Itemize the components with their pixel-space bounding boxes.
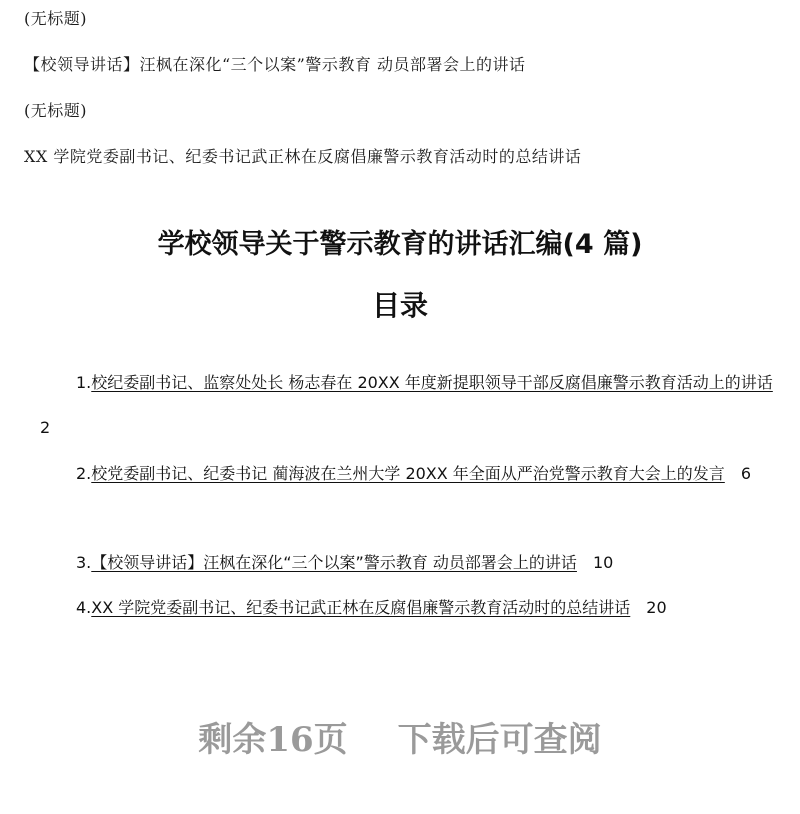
toc-entry-link[interactable]: 校党委副书记、纪委书记 蔺海波在兰州大学 20XX 年全面从严治党警示教育大会上的发言 — [91, 464, 725, 483]
toc-entry-number: 2. — [76, 464, 92, 483]
toc-entry-link[interactable]: 校纪委副书记、监察处处长 杨志春在 20XX 年度新提职领导干部反腐倡廉警示教育活动上的讲话 — [91, 373, 773, 392]
toc-entry-2 — [24, 451, 778, 496]
toc-entry-4 — [24, 585, 778, 630]
toc-entry-link[interactable]: 【校领导讲话】汪枫在深化“三个以案”警示教育 动员部署会上的讲话 — [91, 553, 577, 572]
toc-entry-page: 20 — [646, 598, 667, 617]
remaining-pages-banner — [0, 712, 800, 761]
remaining-pages-text: 剩余16页 — [198, 720, 348, 760]
toc-entry-3 — [24, 540, 778, 585]
toc-entry-1 — [24, 360, 778, 450]
header-line-3: (无标题) — [24, 101, 87, 120]
header-line-4: XX 学院党委副书记、纪委书记武正林在反腐倡廉警示教育活动时的总结讲话 — [24, 147, 582, 166]
download-hint-text: 下载后可查阅 — [397, 720, 602, 760]
toc-entry-link[interactable]: XX 学院党委副书记、纪委书记武正林在反腐倡廉警示教育活动时的总结讲话 — [91, 598, 631, 617]
header-line-1: (无标题) — [24, 9, 87, 28]
toc-heading: 目录 — [371, 289, 428, 322]
document-title: 学校领导关于警示教育的讲话汇编(4 篇) — [157, 229, 643, 260]
toc-entry-page: 6 — [740, 464, 751, 483]
toc-entry-number: 4. — [76, 598, 92, 617]
toc-entry-number: 3. — [76, 553, 92, 572]
toc-entry-page: 10 — [592, 553, 614, 572]
header-line-2: 【校领导讲话】汪枫在深化“三个以案”警示教育 动员部署会上的讲话 — [24, 55, 526, 74]
toc-entry-number: 1. — [76, 373, 92, 392]
toc-entry-page: 2 — [40, 418, 51, 437]
